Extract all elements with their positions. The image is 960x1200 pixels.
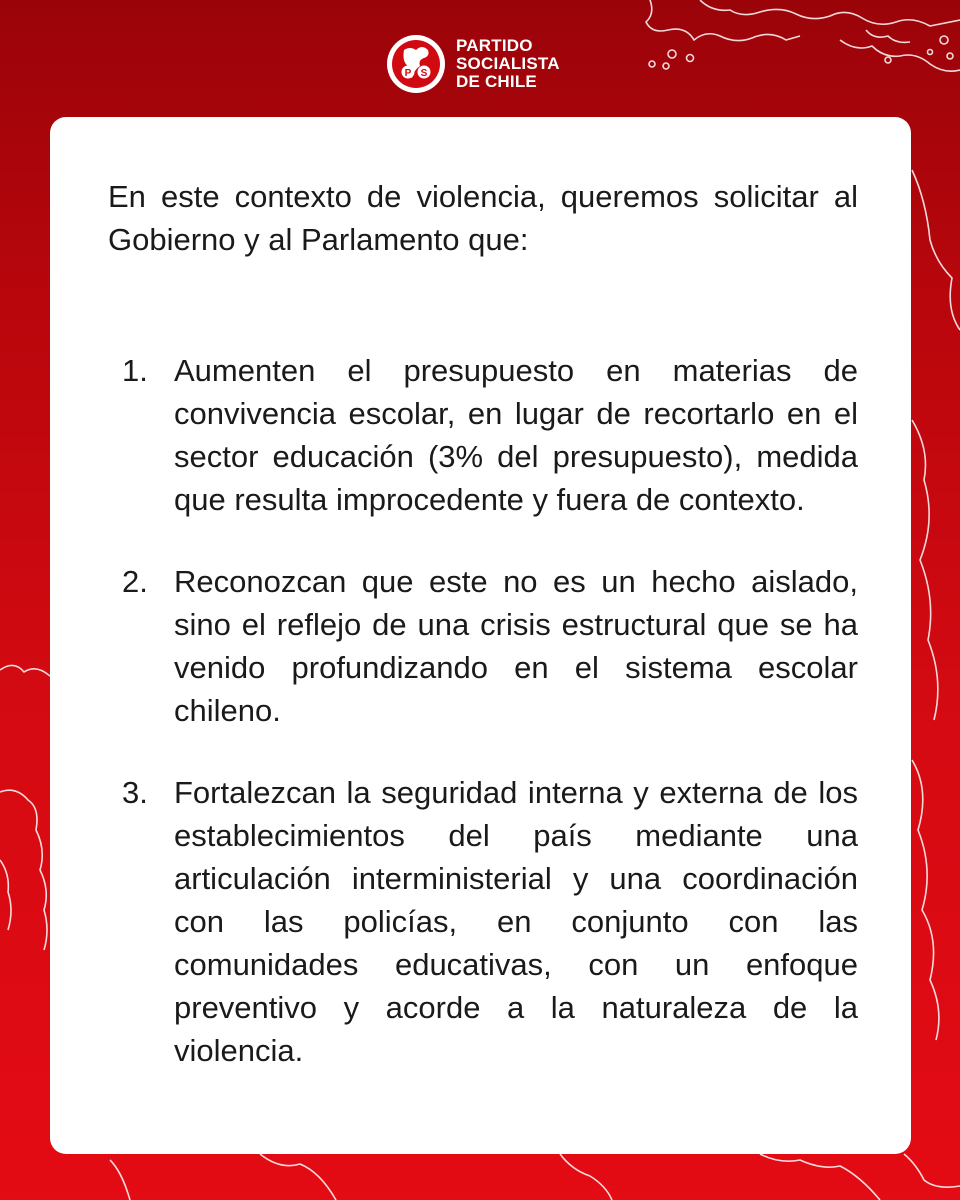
demand-item bbox=[122, 349, 858, 521]
demands-list bbox=[122, 349, 858, 1111]
demand-item bbox=[122, 560, 858, 732]
party-name-line-1: PARTIDO bbox=[456, 36, 533, 55]
demand-number: 1. bbox=[122, 353, 148, 388]
demand-text: Aumenten el presupuesto en materias de convivencia escolar, en lugar de recortarlo en el sector educación (3% del presupuesto), medida que resulta improcedente y fuera de contexto. bbox=[174, 353, 858, 517]
party-emblem-icon bbox=[386, 34, 446, 94]
statement-card bbox=[50, 117, 911, 1154]
demand-number: 2. bbox=[122, 564, 148, 599]
demand-number: 3. bbox=[122, 775, 148, 810]
party-name bbox=[456, 37, 560, 91]
demand-text: Fortalezcan la seguridad interna y externa de los establecimientos del país mediante una articulación interministerial y una coordinación con las policías, en conjunto con las comunidades educativas, con un enfoque preventivo y acorde a la naturaleza de la violencia. bbox=[174, 775, 858, 1068]
demand-text: Reconozcan que este no es un hecho aislado, sino el reflejo de una crisis estructural que se ha venido profundizando en el sistema escolar chileno. bbox=[174, 564, 858, 728]
party-logo bbox=[386, 30, 560, 98]
emblem-letter-p: P bbox=[404, 68, 412, 79]
emblem-letter-s: S bbox=[420, 68, 428, 79]
intro-paragraph: En este contexto de violencia, queremos solicitar al Gobierno y al Parlamento que: bbox=[108, 179, 858, 257]
demand-item bbox=[122, 771, 858, 1072]
party-name-line-3: DE CHILE bbox=[456, 72, 537, 91]
party-name-line-2: SOCIALISTA bbox=[456, 54, 560, 73]
